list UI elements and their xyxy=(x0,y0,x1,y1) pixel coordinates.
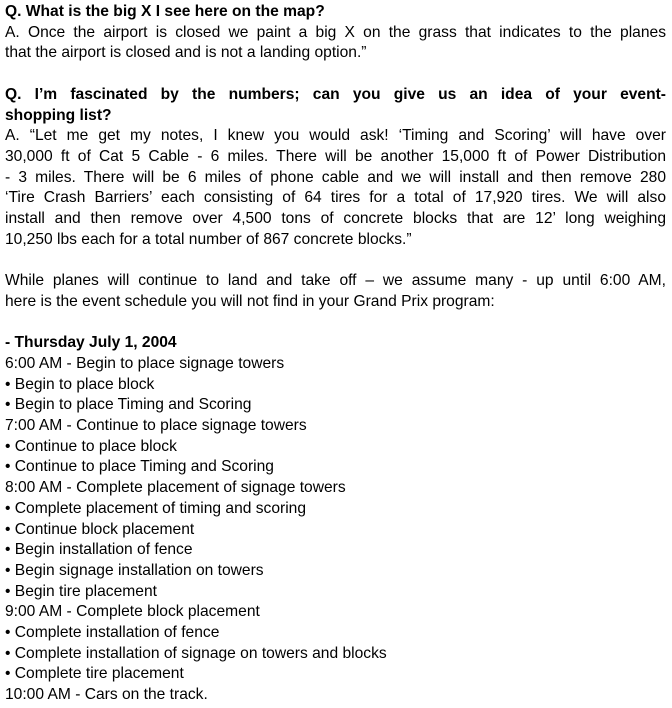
question-line: shopping list? xyxy=(5,106,112,124)
schedule-item: 6:00 AM - Begin to place signage towers xyxy=(5,354,285,372)
answer-line: install and then remove over 4,500 tons of concrete blocks that are 12’ long weighing xyxy=(5,210,666,228)
schedule-item: • Complete installation of signage on towers and blocks xyxy=(5,644,387,662)
answer-line: that the airport is closed and is not a landing option.” xyxy=(5,44,367,62)
answer-line: ‘Tire Crash Barriers’ each consisting of 64 tires for a total of 17,920 tires. We will also xyxy=(5,189,666,207)
answer-line: 30,000 ft of Cat 5 Cable - 6 miles. There will be another 15,000 ft of Power Distribution xyxy=(5,147,666,165)
question-line: Q. I’m fascinated by the numbers; can you give us an idea of your event- xyxy=(5,85,666,103)
schedule-item: 7:00 AM - Continue to place signage towers xyxy=(5,417,307,435)
schedule-item: • Continue to place block xyxy=(5,437,177,455)
schedule-item: • Begin tire placement xyxy=(5,582,157,600)
intro-line: here is the event schedule you will not find in your Grand Prix program: xyxy=(5,292,495,310)
answer-line: A. “Let me get my notes, I knew you would ask! ‘Timing and Scoring’ will have over xyxy=(5,127,666,145)
event-schedule xyxy=(5,333,666,706)
schedule-list xyxy=(5,354,666,706)
schedule-item: • Complete tire placement xyxy=(5,665,184,683)
answer-line: - 3 miles. There will be 6 miles of phone cable and we will install and then remove 280 xyxy=(5,168,666,186)
schedule-item: 8:00 AM - Complete placement of signage towers xyxy=(5,479,346,497)
schedule-date: - Thursday July 1, 2004 xyxy=(5,334,177,352)
schedule-item: • Complete installation of fence xyxy=(5,624,220,642)
intro-paragraph xyxy=(5,271,666,312)
question-line: Q. What is the big X I see here on the map? xyxy=(5,3,325,20)
intro-line: While planes will continue to land and take off – we assume many - up until 6:00 AM, xyxy=(5,272,666,290)
qa-block-1 xyxy=(5,2,666,64)
schedule-item: 9:00 AM - Complete block placement xyxy=(5,603,260,621)
qa-block-2 xyxy=(5,85,666,251)
schedule-item: 10:00 AM - Cars on the track. xyxy=(5,686,208,704)
schedule-item: • Begin signage installation on towers xyxy=(5,561,264,579)
schedule-item: • Continue to place Timing and Scoring xyxy=(5,458,274,476)
spacer xyxy=(5,313,666,334)
schedule-item: • Begin installation of fence xyxy=(5,541,193,559)
schedule-item: • Begin to place Timing and Scoring xyxy=(5,396,252,414)
schedule-item: • Continue block placement xyxy=(5,520,195,538)
schedule-item: • Complete placement of timing and scoring xyxy=(5,499,307,517)
schedule-item: • Begin to place block xyxy=(5,375,155,393)
spacer xyxy=(5,250,666,271)
answer-line: 10,250 lbs each for a total number of 867 concrete blocks.” xyxy=(5,230,412,248)
spacer xyxy=(5,64,666,85)
answer-line: A. Once the airport is closed we paint a big X on the grass that indicates to the planes xyxy=(5,23,666,41)
